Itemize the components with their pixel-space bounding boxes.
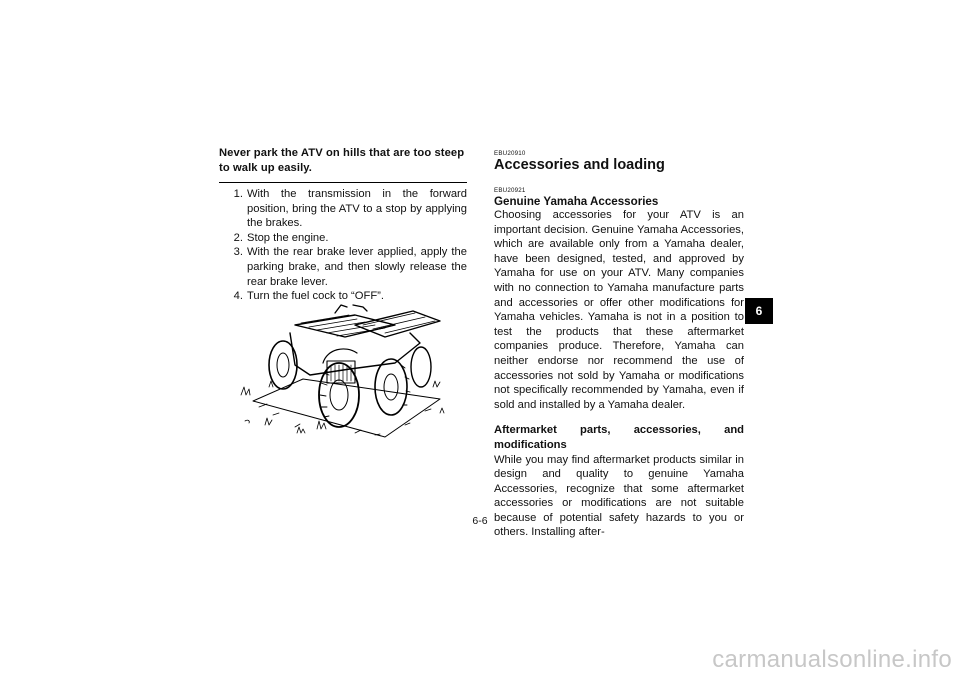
list-item: [219, 289, 467, 304]
section-code: EBU20910: [494, 150, 526, 157]
step-number: 4.: [233, 290, 243, 303]
genuine-accessories-paragraph: Choosing accessories for your ATV is an important decision. Genuine Yamaha Accessories, which are available only from a Yamaha dealer, have been designed, tested, and approved by Yamaha for use on your ATV. Many companies with no connection to Yamaha manufacture parts and accessories or offer other modifications for Yamaha vehicles. Yamaha is not in a position to test the products that these aftermarket companies produce. Therefore, Yamaha can neither endorse nor recommend the use of accessories not sold by Yamaha or modifications not specifically recommended by Yamaha, even if sold and installed by a Yamaha dealer.: [494, 209, 744, 411]
subsection-code: EBU20921: [494, 187, 526, 194]
aftermarket-heading: Aftermarket parts, accessories, and modifications: [494, 424, 744, 451]
step-text: With the transmission in the forward position, bring the ATV to a stop by applying the brakes.: [247, 188, 467, 230]
right-column: [494, 150, 744, 540]
list-item: [219, 231, 467, 246]
step-number: 3.: [233, 246, 243, 259]
warning-heading: Never park the ATV on hills that are too steep to walk up easily.: [219, 147, 465, 174]
parking-steps-list: [219, 187, 467, 304]
list-item: [219, 187, 467, 231]
page-number: 6-6: [472, 515, 488, 527]
step-text: With the rear brake lever applied, apply the parking brake, and then slowly release the rear brake lever.: [247, 246, 467, 288]
step-text: Stop the engine.: [247, 231, 329, 244]
step-number: 2.: [233, 231, 243, 244]
list-item: [219, 245, 467, 289]
watermark: carmanualsonline.info: [712, 646, 952, 673]
section-title: Accessories and loading: [494, 157, 665, 173]
subsection-title: Genuine Yamaha Accessories: [494, 195, 659, 208]
chapter-tab: 6: [745, 298, 773, 324]
step-number: 1.: [233, 188, 243, 200]
warning-divider: [219, 182, 467, 183]
step-text: Turn the fuel cock to “OFF”.: [247, 290, 384, 303]
atv-body: [290, 305, 440, 383]
left-column: [219, 146, 467, 304]
aftermarket-paragraph: While you may find aftermarket products similar in design and quality to genuine Yamaha Accessories, recognize that some aftermarket accessories or modifications are not suitable because of potential safety hazards to you or others. Installing after-: [494, 453, 744, 539]
atv-parked-illustration: [235, 303, 450, 443]
